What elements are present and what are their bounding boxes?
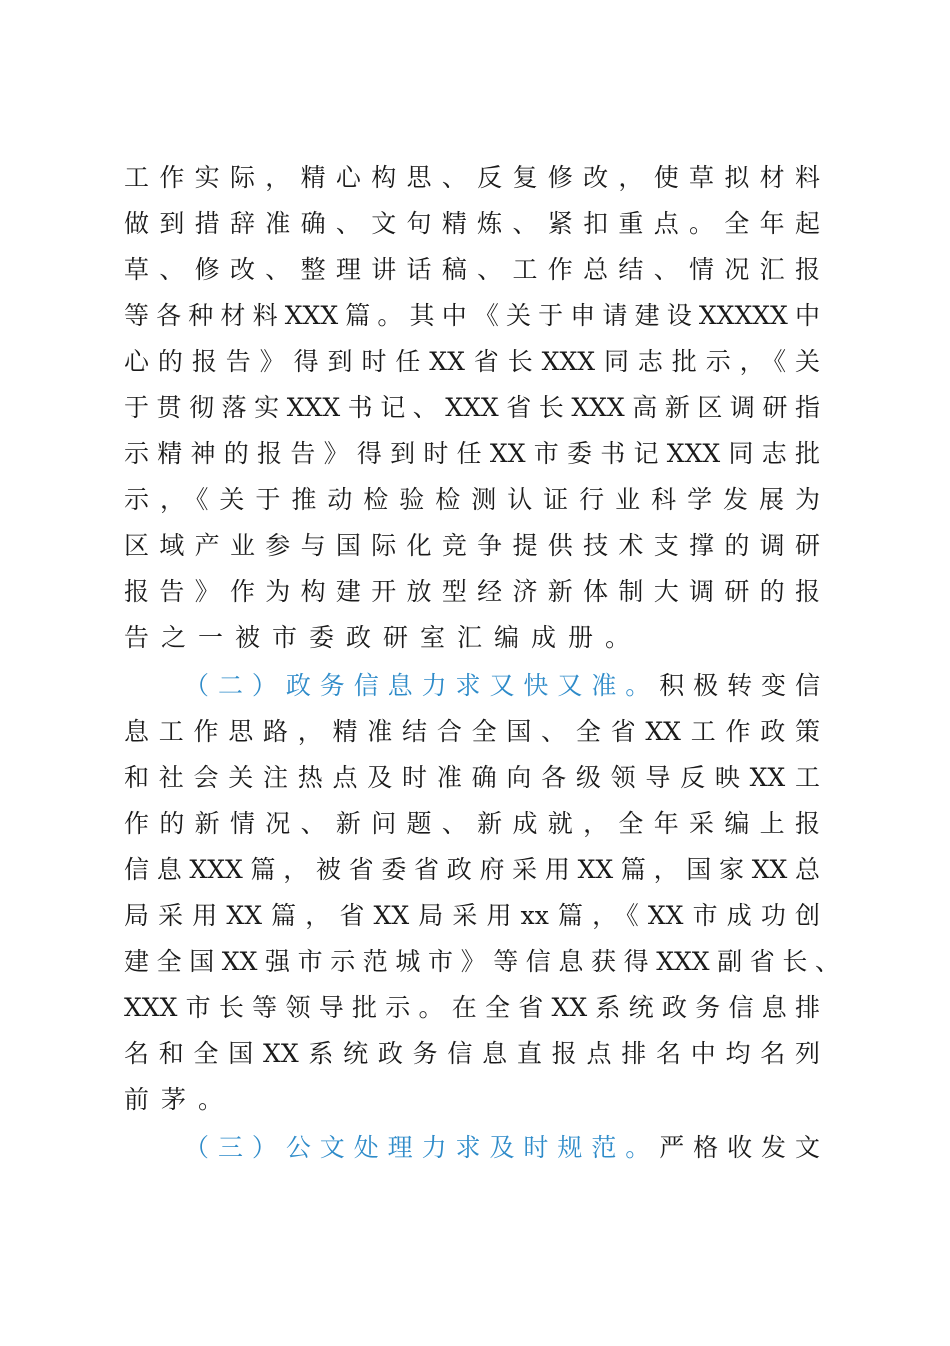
section-two-heading: （二）政务信息力求又快又准。 — [184, 671, 660, 700]
paragraph-line: 报告》作为构建开放型经济新体制大调研的报 — [124, 577, 820, 606]
paragraph-line: 告之一被市委政研室汇编成册。 — [124, 623, 643, 652]
paragraph-line: 名和全国XX系统政务信息直报点排名中均名列 — [124, 1039, 820, 1068]
paragraph-line: XXX市长等领导批示。在全省XX系统政务信息排 — [124, 993, 820, 1022]
section-three-first-line-rest: 严格收发文 — [659, 1133, 820, 1162]
paragraph-line: 信息XXX篇，被省委省政府采用XX篇，国家XX总 — [124, 855, 820, 884]
section-three-heading: （三）公文处理力求及时规范。 — [184, 1133, 660, 1162]
section-three-first-line — [184, 1130, 820, 1166]
paragraph-line: 局采用XX篇，省XX局采用xx篇，《XX市成功创 — [124, 901, 820, 930]
paragraph-line: 于贯彻落实XXX书记、XXX省长XXX高新区调研指 — [124, 393, 820, 422]
paragraph-line: 等各种材料XXX篇。其中《关于申请建设XXXXX中 — [124, 301, 820, 330]
paragraph-line: 示，《关于推动检验检测认证行业科学发展为 — [124, 485, 820, 514]
paragraph-line: 建全国XX强市示范城市》等信息获得XXX副省长、 — [124, 947, 840, 976]
paragraph-line: 草、修改、整理讲话稿、工作总结、情况汇报 — [124, 255, 820, 284]
paragraph-line: 息工作思路，精准结合全国、全省XX工作政策 — [124, 717, 820, 746]
paragraph-line: 做到措辞准确、文句精炼、紧扣重点。全年起 — [124, 209, 820, 238]
paragraph-line: 工作实际，精心构思、反复修改，使草拟材料 — [124, 163, 820, 192]
paragraph-line: 作的新情况、新问题、新成就，全年采编上报 — [124, 809, 820, 838]
section-two-first-line — [184, 668, 820, 704]
paragraph-line: 示精神的报告》得到时任XX市委书记XXX同志批 — [124, 439, 820, 468]
paragraph-line: 前茅。 — [124, 1085, 236, 1114]
paragraph-line: 和社会关注热点及时准确向各级领导反映XX工 — [124, 763, 820, 792]
paragraph-line: 区域产业参与国际化竞争提供技术支撑的调研 — [124, 531, 820, 560]
section-two-first-line-rest: 积极转变信 — [659, 671, 820, 700]
paragraph-line: 心的报告》得到时任XX省长XXX同志批示，《关 — [124, 347, 820, 376]
